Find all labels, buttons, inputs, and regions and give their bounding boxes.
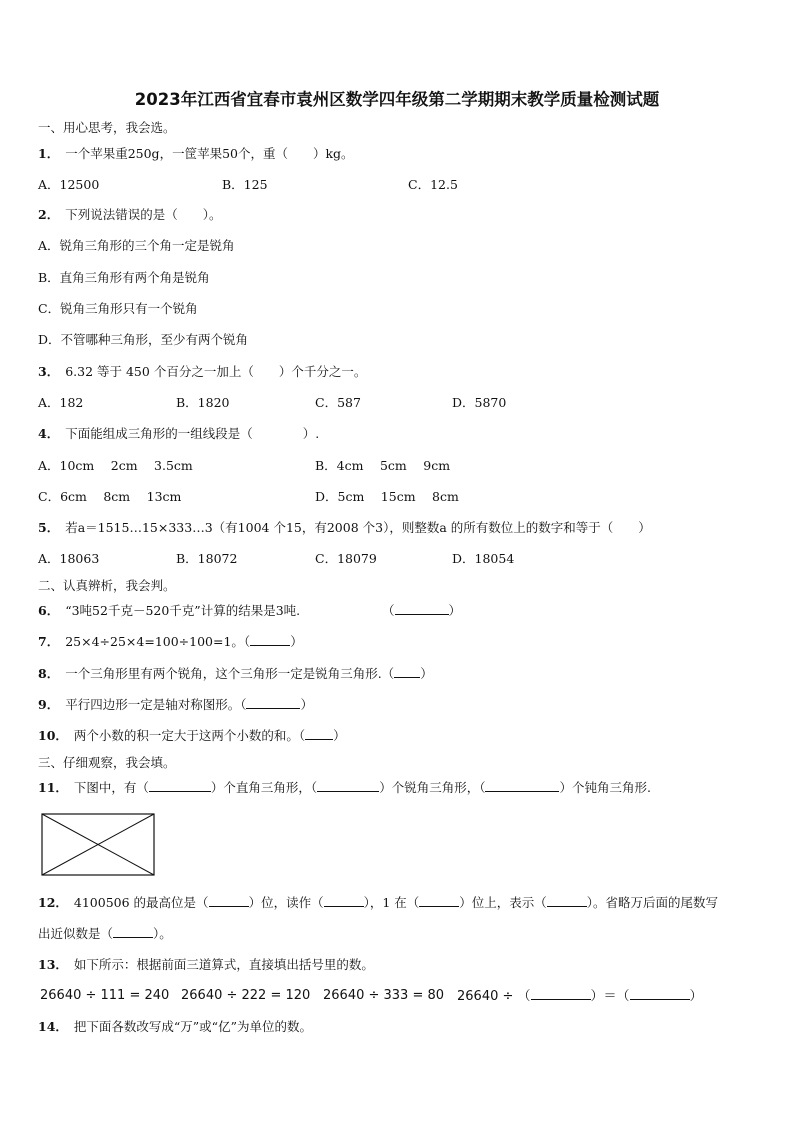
answer-blank-right[interactable] [149, 780, 211, 792]
question-number: 5． [38, 520, 60, 535]
rectangle-diagonals-figure [41, 813, 155, 877]
q4-option-c[interactable]: C．6cm 8cm 13cm [38, 489, 182, 504]
equation-text: ）＝（ [590, 989, 630, 1004]
page-title: 2023年江西省宜春市袁州区数学四年级第二学期期末教学质量检测试题 [134, 90, 660, 109]
equation-text: ） [689, 989, 703, 1004]
section-heading-2: 二、认真辨析，我会判。 [38, 578, 176, 593]
question-text: ）位上，表示（ [459, 895, 547, 910]
q4-option-d[interactable]: D．5cm 15cm 8cm [315, 489, 459, 504]
equation-1: 26640 ÷ 111 = 240 [40, 988, 170, 1003]
paren-close: ） [420, 666, 433, 681]
q2-option-b[interactable]: B．直角三角形有两个角是锐角 [38, 270, 210, 285]
answer-blank[interactable] [324, 895, 364, 907]
equation-4 [457, 988, 703, 1005]
question-number: 2． [38, 207, 60, 222]
question-12 [38, 895, 718, 911]
answer-blank[interactable] [394, 666, 420, 678]
answer-blank-quotient[interactable] [630, 988, 690, 1000]
question-text: 把下面各数改写成“万”或“亿”为单位的数。 [73, 1019, 312, 1034]
question-9 [38, 697, 313, 713]
q3-option-b[interactable]: B．1820 [176, 395, 230, 410]
question-text: 一个苹果重250g，一筐苹果50个，重（ ）kg。 [65, 146, 354, 161]
question-number: 11． [38, 780, 68, 795]
question-text: ）。省略万后面的尾数写 [586, 895, 719, 910]
question-text: 下列说法错误的是（ ）。 [65, 207, 222, 222]
question-text: 平行四边形一定是轴对称图形。（ [65, 697, 247, 712]
answer-blank[interactable] [246, 697, 300, 709]
question-5 [38, 520, 651, 536]
question-text: 若a＝1515…15×333…3（有1004 个15，有2008 个3），则整数a 的所有数位上的数字和等于（ ） [65, 520, 651, 535]
question-number: 12． [38, 895, 68, 910]
section-heading-3: 三、仔细观察，我会填。 [38, 755, 176, 770]
answer-blank-acute[interactable] [317, 780, 379, 792]
question-text: 下图中，有（ [73, 780, 149, 795]
answer-blank-obtuse[interactable] [485, 780, 559, 792]
q5-option-b[interactable]: B．18072 [176, 551, 238, 566]
question-number: 13． [38, 957, 68, 972]
equation-3: 26640 ÷ 333 = 80 [323, 988, 445, 1003]
question-text: 下面能组成三角形的一组线段是（ ）. [65, 426, 320, 441]
paren-close: ） [290, 634, 303, 649]
answer-blank[interactable] [419, 895, 459, 907]
q2-option-c[interactable]: C．锐角三角形只有一个锐角 [38, 301, 198, 316]
paren-close: ） [333, 728, 346, 743]
question-text: ）个钝角三角形. [559, 780, 651, 795]
answer-blank[interactable] [395, 603, 449, 615]
question-text: ）个直角三角形，（ [210, 780, 318, 795]
question-number: 8． [38, 666, 60, 681]
question-number: 3． [38, 364, 60, 379]
question-text: ），1 在（ [363, 895, 420, 910]
question-2 [38, 207, 221, 223]
answer-blank[interactable] [209, 895, 249, 907]
question-12-cont [38, 926, 172, 942]
q1-option-c[interactable]: C．12.5 [408, 177, 458, 192]
answer-blank[interactable] [113, 926, 153, 938]
equation-2: 26640 ÷ 222 = 120 [181, 988, 311, 1003]
paren-close: ） [448, 603, 462, 618]
question-7 [38, 634, 303, 650]
question-text: “3吨52千克－520千克”计算的结果是3吨. [65, 603, 301, 618]
paren-open: （ [382, 603, 395, 618]
question-text: 出近似数是（ [38, 926, 114, 941]
question-13 [38, 957, 374, 973]
question-number: 1． [38, 146, 60, 161]
question-8 [38, 666, 433, 682]
question-text: 4100506 的最高位是（ [73, 895, 209, 910]
answer-blank-divisor[interactable] [531, 988, 591, 1000]
question-number: 10． [38, 728, 68, 743]
question-number: 14． [38, 1019, 68, 1034]
answer-blank[interactable] [547, 895, 587, 907]
question-text: 两个小数的积一定大于这两个小数的和。（ [73, 728, 306, 743]
question-1 [38, 146, 354, 162]
question-text: 一个三角形里有两个锐角，这个三角形一定是锐角三角形.（ [65, 666, 395, 681]
q3-option-a[interactable]: A．182 [38, 395, 84, 410]
question-3 [38, 364, 366, 380]
q4-option-b[interactable]: B．4cm 5cm 9cm [315, 458, 451, 473]
question-4 [38, 426, 319, 442]
q1-option-b[interactable]: B．125 [222, 177, 268, 192]
q5-option-c[interactable]: C．18079 [315, 551, 377, 566]
q3-option-d[interactable]: D．5870 [452, 395, 507, 410]
question-14 [38, 1019, 312, 1035]
question-text: ）。 [153, 926, 172, 941]
section-heading-1: 一、用心思考，我会选。 [38, 120, 176, 135]
question-text: ）位，读作（ [248, 895, 324, 910]
question-number: 9． [38, 697, 60, 712]
question-text: ）个锐角三角形，（ [379, 780, 486, 795]
q2-option-d[interactable]: D．不管哪种三角形，至少有两个锐角 [38, 332, 249, 347]
question-text: 如下所示：根据前面三道算式，直接填出括号里的数。 [73, 957, 374, 972]
q4-option-a[interactable]: A．10cm 2cm 3.5cm [38, 458, 193, 473]
q3-option-c[interactable]: C．587 [315, 395, 361, 410]
question-11 [38, 780, 651, 796]
question-number: 6． [38, 603, 60, 618]
question-number: 4． [38, 426, 60, 441]
question-text: 6.32 等于 450 个百分之一加上（ ）个千分之一。 [65, 364, 367, 379]
q2-option-a[interactable]: A．锐角三角形的三个角一定是锐角 [38, 238, 235, 253]
q5-option-a[interactable]: A．18063 [38, 551, 100, 566]
q6-answer[interactable] [382, 603, 461, 619]
answer-blank[interactable] [305, 728, 333, 740]
q5-option-d[interactable]: D．18054 [452, 551, 515, 566]
q1-option-a[interactable]: A．12500 [38, 177, 100, 192]
question-number: 7． [38, 634, 60, 649]
question-10 [38, 728, 346, 744]
question-text: 25×4÷25×4=100÷100=1。（ [65, 634, 251, 649]
question-6 [38, 603, 300, 619]
equation-text: 26640 ÷ （ [457, 989, 531, 1004]
paren-close: ） [300, 697, 313, 712]
answer-blank[interactable] [250, 634, 290, 646]
